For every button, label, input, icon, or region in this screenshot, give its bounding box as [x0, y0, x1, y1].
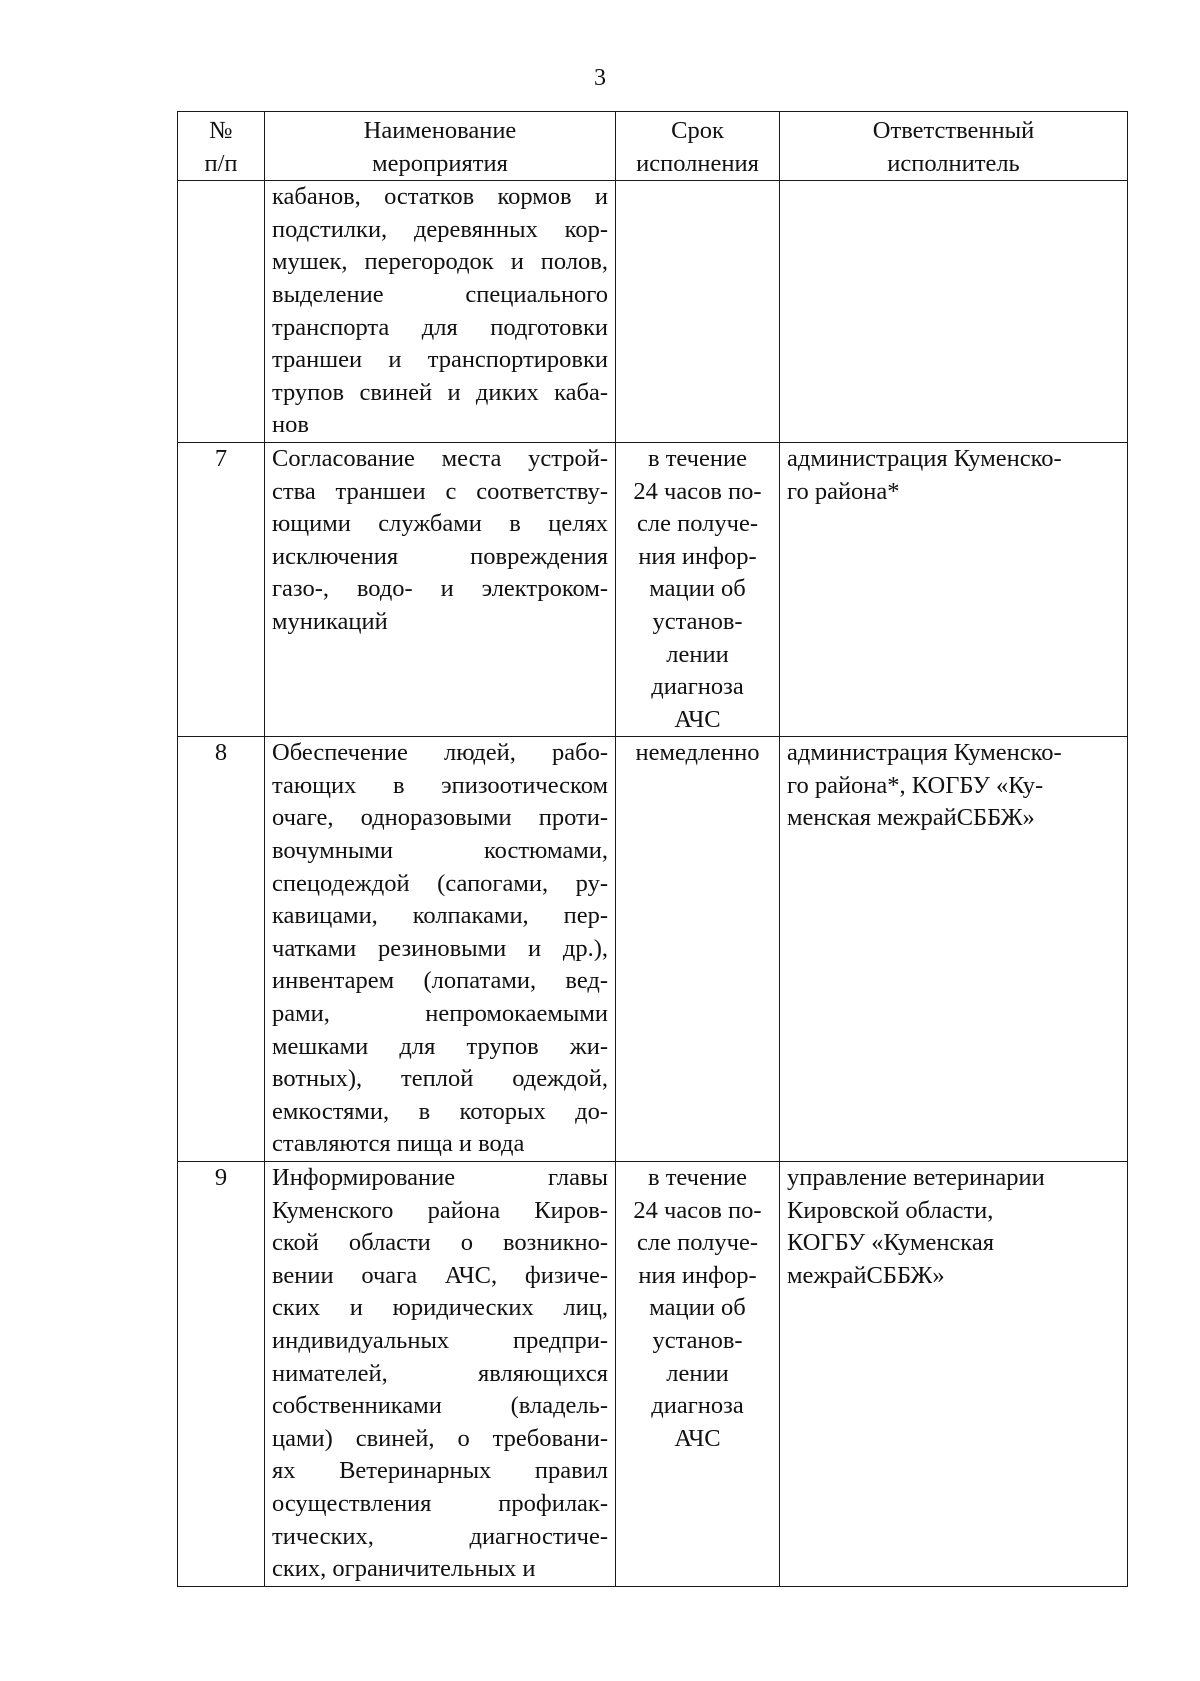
- row-number: [178, 181, 265, 443]
- term-line: ния инфор-: [638, 1261, 757, 1289]
- measure-name-line: вочумными костюмами,: [272, 837, 608, 865]
- table-header-row: [178, 112, 1128, 181]
- term-line: немедленно: [635, 739, 760, 767]
- measure-name-line: Куменского района Киров-: [272, 1196, 608, 1224]
- measure-name-line: газо-, водо- и электроком-: [272, 575, 608, 603]
- measure-name-line: траншеи и транспортировки: [272, 346, 608, 374]
- measure-name: [265, 1162, 616, 1587]
- term-line: сле получе-: [637, 510, 758, 538]
- term-cell: [616, 737, 780, 1162]
- measure-name-line: вении очага АЧС, физиче-: [272, 1261, 608, 1289]
- responsible-cell: [780, 181, 1128, 443]
- measure-name-line: ских и юридических лиц,: [272, 1294, 608, 1322]
- term-line: 24 часов по-: [633, 1196, 762, 1224]
- responsible-line: администрация Куменско-: [787, 444, 1062, 472]
- measure-name-line: вотных), теплой одеждой,: [272, 1065, 608, 1093]
- measure-name-line: трупов свиней и диких каба-: [272, 378, 608, 406]
- measure-name-line: Согласование места устрой-: [272, 444, 608, 472]
- responsible-line: го района*, КОГБУ «Ку-: [787, 771, 1044, 799]
- measure-name-line: тающих в эпизоотическом: [272, 771, 608, 799]
- responsible-cell: [780, 1162, 1128, 1587]
- measure-name-line: рами, непромокаемыми: [272, 1000, 608, 1028]
- measure-name-line: индивидуальных предпри-: [272, 1326, 608, 1354]
- measure-name-line: ской области о возникно-: [272, 1229, 608, 1257]
- responsible-line: управление ветеринарии: [787, 1164, 1045, 1191]
- term-cell: [616, 181, 780, 443]
- measure-name-line: осуществления профилак-: [272, 1489, 608, 1517]
- row-number: 9: [178, 1162, 265, 1587]
- measure-name-line: нов: [272, 411, 309, 439]
- term-line: мации об: [649, 1294, 746, 1322]
- page-number: 3: [594, 65, 606, 91]
- table-body: [178, 181, 1128, 1587]
- term-line: сле получе-: [637, 1229, 758, 1257]
- measure-name-line: инвентарем (лопатами, вед-: [272, 967, 608, 995]
- row-number: 8: [178, 737, 265, 1162]
- header-term: Срок исполнения: [616, 112, 780, 181]
- term-line: АЧС: [674, 1424, 721, 1452]
- table-row: [178, 181, 1128, 443]
- measure-name-line: кабанов, остатков кормов и: [272, 183, 608, 211]
- measure-name-line: собственниками (владель-: [272, 1392, 608, 1420]
- table-row: [178, 442, 1128, 736]
- responsible-line: го района*: [787, 477, 900, 505]
- term-cell: [616, 442, 780, 736]
- term-line: в течение: [648, 1164, 747, 1191]
- row-number: 7: [178, 442, 265, 736]
- measure-name-line: ства траншеи с соответству-: [272, 477, 608, 505]
- measure-name-line: ях Ветеринарных правил: [272, 1457, 608, 1485]
- term-line: лении: [666, 640, 729, 668]
- responsible-line: КОГБУ «Куменская: [787, 1229, 994, 1257]
- term-line: 24 часов по-: [633, 477, 762, 505]
- measure-name-line: мушек, перегородок и полов,: [272, 248, 608, 276]
- measure-name: [265, 442, 616, 736]
- measure-name-line: исключения повреждения: [272, 542, 608, 570]
- header-name: Наименование мероприятия: [265, 112, 616, 181]
- measure-name-line: цами) свиней, о требовани-: [272, 1424, 608, 1452]
- measure-name-line: спецодеждой (сапогами, ру-: [272, 869, 608, 897]
- measure-name-line: Информирование главы: [272, 1164, 608, 1191]
- measure-name-line: нимателей, являющихся: [272, 1359, 608, 1387]
- measure-name-line: ских, ограничительных и: [272, 1555, 536, 1583]
- table-row: [178, 1162, 1128, 1587]
- header-num: № п/п: [178, 112, 265, 181]
- measure-name-line: очаге, одноразовыми проти-: [272, 804, 608, 832]
- term-cell: [616, 1162, 780, 1587]
- measures-table: [177, 111, 1128, 1587]
- table-row: [178, 737, 1128, 1162]
- measure-name-line: емкостями, в которых до-: [272, 1097, 608, 1125]
- measure-name: [265, 181, 616, 443]
- responsible-cell: [780, 737, 1128, 1162]
- responsible-cell: [780, 442, 1128, 736]
- term-line: лении: [666, 1359, 729, 1387]
- term-line: в течение: [648, 444, 747, 472]
- measure-name-line: тических, диагностиче-: [272, 1522, 608, 1550]
- term-line: ния инфор-: [638, 542, 757, 570]
- measure-name-line: муникаций: [272, 607, 388, 635]
- measure-name-line: ставляются пища и вода: [272, 1130, 525, 1158]
- measure-name-line: мешками для трупов жи-: [272, 1032, 608, 1060]
- responsible-line: менская межрайСББЖ»: [787, 804, 1035, 832]
- header-responsible: Ответственный исполнитель: [780, 112, 1128, 181]
- term-line: диагноза: [651, 673, 744, 701]
- responsible-line: Кировской области,: [787, 1196, 994, 1224]
- measure-name-line: чатками резиновыми и др.),: [272, 934, 608, 962]
- responsible-line: межрайСББЖ»: [787, 1261, 945, 1289]
- measure-name-line: ющими службами в целях: [272, 510, 608, 538]
- term-line: мации об: [649, 575, 746, 603]
- measure-name-line: выделение специального: [272, 280, 608, 308]
- measure-name-line: кавицами, колпаками, пер-: [272, 902, 608, 930]
- measure-name-line: Обеспечение людей, рабо-: [272, 739, 608, 767]
- responsible-line: администрация Куменско-: [787, 739, 1062, 767]
- term-line: установ-: [652, 607, 743, 635]
- term-line: диагноза: [651, 1392, 744, 1420]
- measure-name: [265, 737, 616, 1162]
- term-line: АЧС: [674, 705, 721, 733]
- measure-name-line: подстилки, деревянных кор-: [272, 215, 608, 243]
- term-line: установ-: [652, 1326, 743, 1354]
- measure-name-line: транспорта для подготовки: [272, 313, 608, 341]
